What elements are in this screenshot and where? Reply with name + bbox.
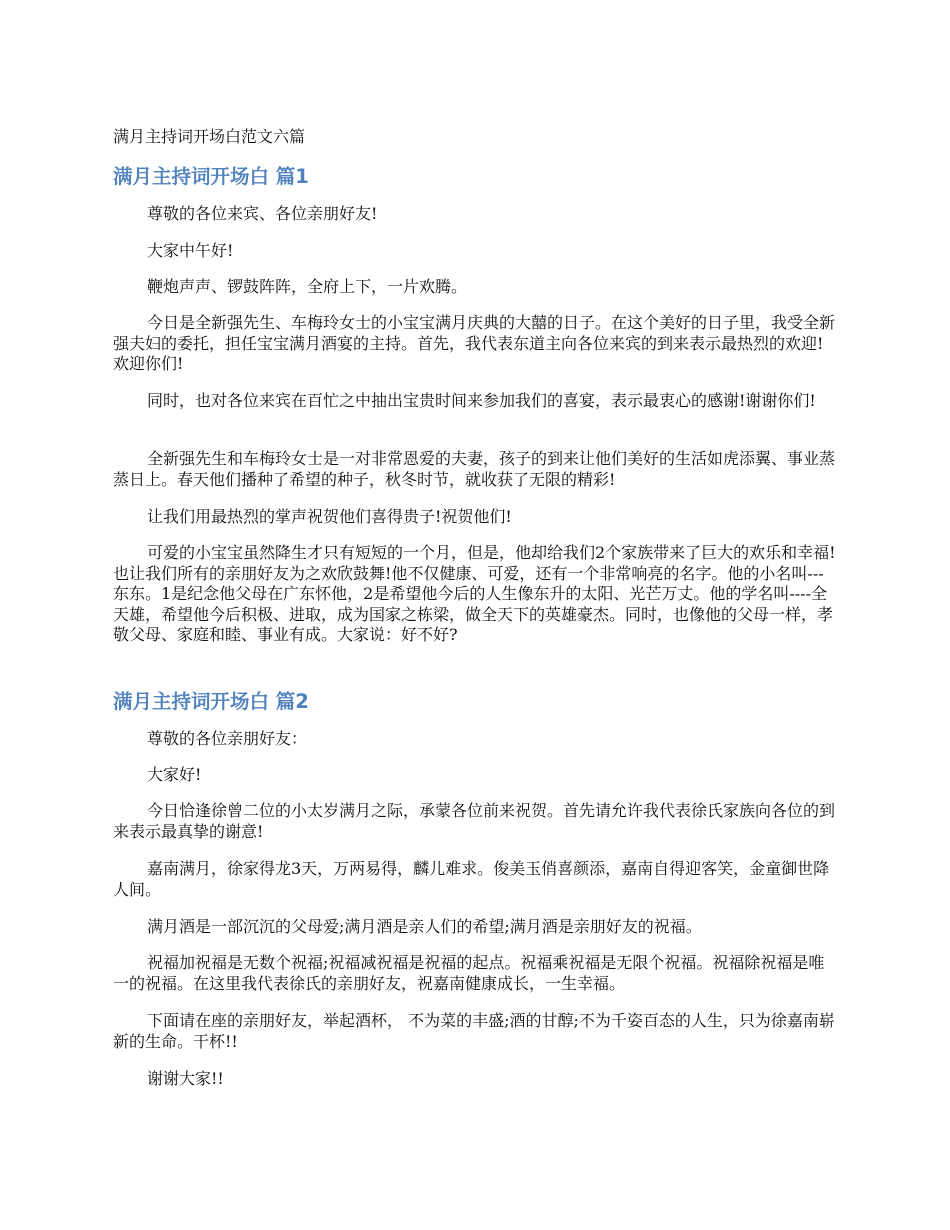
- paragraph: 谢谢大家!!: [147, 1069, 224, 1088]
- paragraph: 鞭炮声声、锣鼓阵阵，全府上下，一片欢腾。: [147, 277, 468, 296]
- paragraph: 全新强先生和车梅玲女士是一对非常恩爱的夫妻，孩子的到来让他们美好的生活如虎添翼、事业蒸蒸日上。春天他们播种了希望的种子，秋冬时节，就收获了无限的精彩!: [113, 449, 836, 489]
- paragraph: 同时，也对各位来宾在百忙之中抽出宝贵时间来参加我们的喜宴，表示最衷心的感谢!谢谢你们!: [147, 391, 816, 410]
- paragraph: 嘉南满月，徐家得龙3天，万两易得，麟儿难求。俊美玉俏喜颜添，嘉南自得迎客笑，金童御世降人间。: [113, 859, 830, 899]
- paragraph: 尊敬的各位亲朋好友：: [147, 729, 308, 748]
- paragraph: 满月酒是一部沉沉的父母爱;满月酒是亲人们的希望;满月酒是亲朋好友的祝福。: [147, 917, 702, 936]
- paragraph: 下面请在座的亲朋好友，举起酒杯， 不为菜的丰盛;酒的甘醇;不为千姿百态的人生，只为徐嘉南崭新的生命。干杯!!: [113, 1011, 835, 1051]
- section-heading-2: 满月主持词开场白 篇2: [113, 690, 309, 713]
- paragraph: 今日是全新强先生、车梅玲女士的小宝宝满月庆典的大囍的日子。在这个美好的日子里，我受全新强夫妇的委托，担任宝宝满月酒宴的主持。首先，我代表东道主向各位来宾的到来表示最热烈的欢迎!欢迎你们!: [113, 313, 836, 373]
- paragraph: 祝福加祝福是无数个祝福;祝福减祝福是祝福的起点。祝福乘祝福是无限个祝福。祝福除祝福是唯一的祝福。在这里我代表徐氏的亲朋好友，祝嘉南健康成长，一生幸福。: [113, 953, 825, 993]
- section-heading-1: 满月主持词开场白 篇1: [113, 165, 309, 188]
- paragraph: 大家好!: [147, 765, 202, 784]
- document-title: 满月主持词开场白范文六篇: [113, 127, 306, 146]
- paragraph: 今日恰逢徐曾二位的小太岁满月之际，承蒙各位前来祝贺。首先请允许我代表徐氏家族向各位的到来表示最真挚的谢意!: [113, 801, 836, 841]
- paragraph: 可爱的小宝宝虽然降生才只有短短的一个月，但是，他却给我们2个家族带来了巨大的欢乐和幸福!也让我们所有的亲朋好友为之欢欣鼓舞!他不仅健康、可爱，还有一个非常响亮的名字。他的小名叫---东东。1是纪念他父母在广东怀他，2是希望他今后的人生像东升的太阳、光芒万丈。他的学名叫----全天雄，希望他今后积极、进取，成为国家之栋梁，做全天下的英雄豪杰。同时，也像他的父母一样，孝敬父母、家庭和睦、事业有成。大家说：好不好?: [113, 543, 836, 644]
- paragraph: 尊敬的各位来宾、各位亲朋好友!: [147, 204, 378, 223]
- paragraph: 让我们用最热烈的掌声祝贺他们喜得贵子!祝贺他们!: [147, 507, 512, 526]
- paragraph: 大家中午好!: [147, 241, 234, 260]
